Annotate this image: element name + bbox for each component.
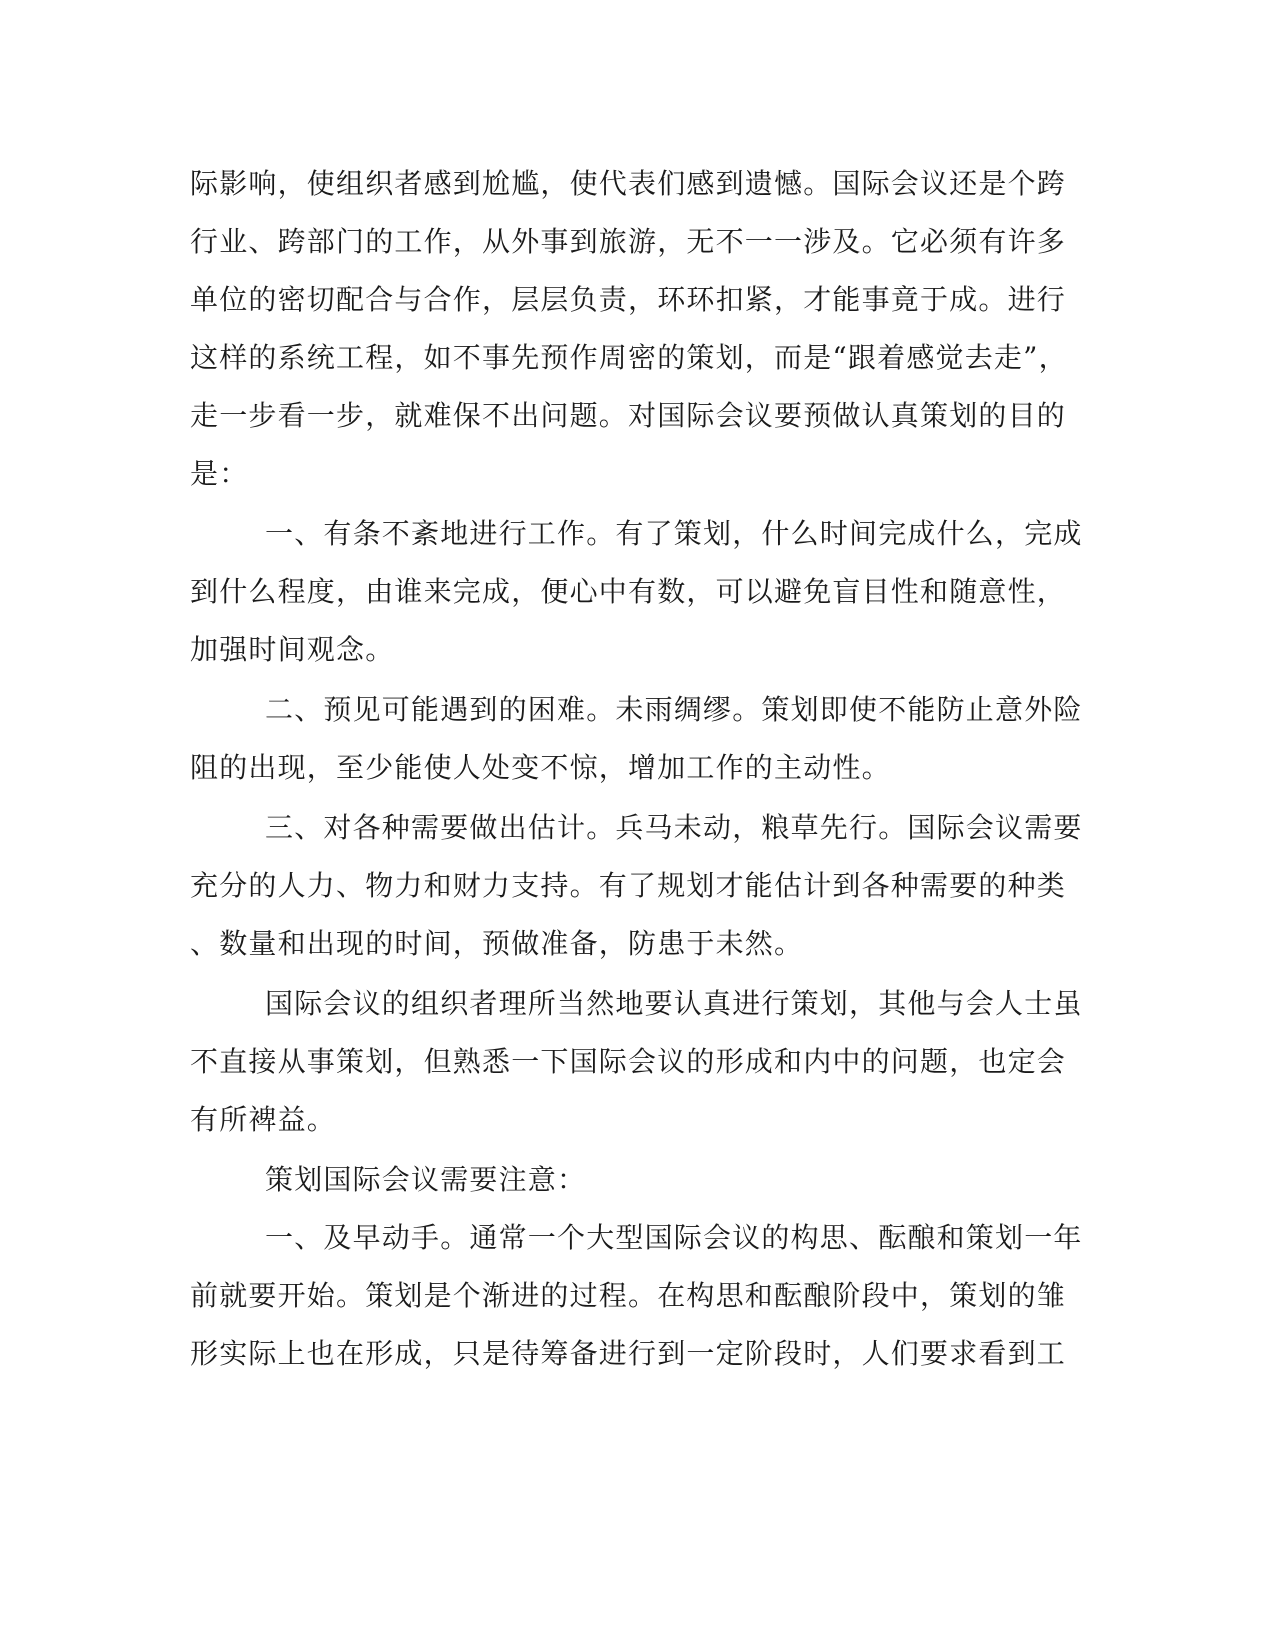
text-line: 充分的人力、物力和财力支持。有了规划才能估计到各种需要的种类 (190, 869, 1067, 902)
text-line: 单位的密切配合与合作，层层负责，环环扣紧，才能事竟于成。进行 (190, 283, 1067, 316)
text-line: 是： (190, 457, 249, 490)
paragraph-start-line: 二、预见可能遇到的困难。未雨绸缪。策划即使不能防止意外险 (265, 693, 1083, 726)
text-line: 加强时间观念。 (190, 633, 395, 666)
text-line: 际影响，使组织者感到尬尴，使代表们感到遗憾。国际会议还是个跨 (190, 167, 1067, 200)
text-line: 走一步看一步，就难保不出问题。对国际会议要预做认真策划的目的 (190, 399, 1067, 432)
text-line: 有所裨益。 (190, 1103, 337, 1136)
text-line: 阻的出现，至少能使人处变不惊，增加工作的主动性。 (190, 751, 891, 784)
text-line: 前就要开始。策划是个渐进的过程。在构思和酝酿阶段中，策划的雏 (190, 1279, 1067, 1312)
text-line: 到什么程度，由谁来完成，便心中有数，可以避免盲目性和随意性， (190, 575, 1067, 608)
paragraph-start-line: 一、及早动手。通常一个大型国际会议的构思、酝酿和策划一年 (265, 1221, 1083, 1254)
text-line: 形实际上也在形成，只是待筹备进行到一定阶段时，人们要求看到工 (190, 1337, 1067, 1370)
text-line: 行业、跨部门的工作，从外事到旅游，无不一一涉及。它必须有许多 (190, 225, 1067, 258)
paragraph-start-line: 一、有条不紊地进行工作。有了策划，什么时间完成什么，完成 (265, 517, 1083, 550)
paragraph-start-line: 三、对各种需要做出估计。兵马未动，粮草先行。国际会议需要 (265, 811, 1083, 844)
text-line: 这样的系统工程，如不事先预作周密的策划，而是“跟着感觉去走”， (190, 341, 1068, 374)
text-line: 、数量和出现的时间，预做准备，防患于未然。 (190, 927, 804, 960)
text-line: 不直接从事策划，但熟悉一下国际会议的形成和内中的问题，也定会 (190, 1045, 1067, 1078)
paragraph-start-line: 策划国际会议需要注意： (265, 1163, 587, 1196)
paragraph-start-line: 国际会议的组织者理所当然地要认真进行策划，其他与会人士虽 (265, 987, 1083, 1020)
